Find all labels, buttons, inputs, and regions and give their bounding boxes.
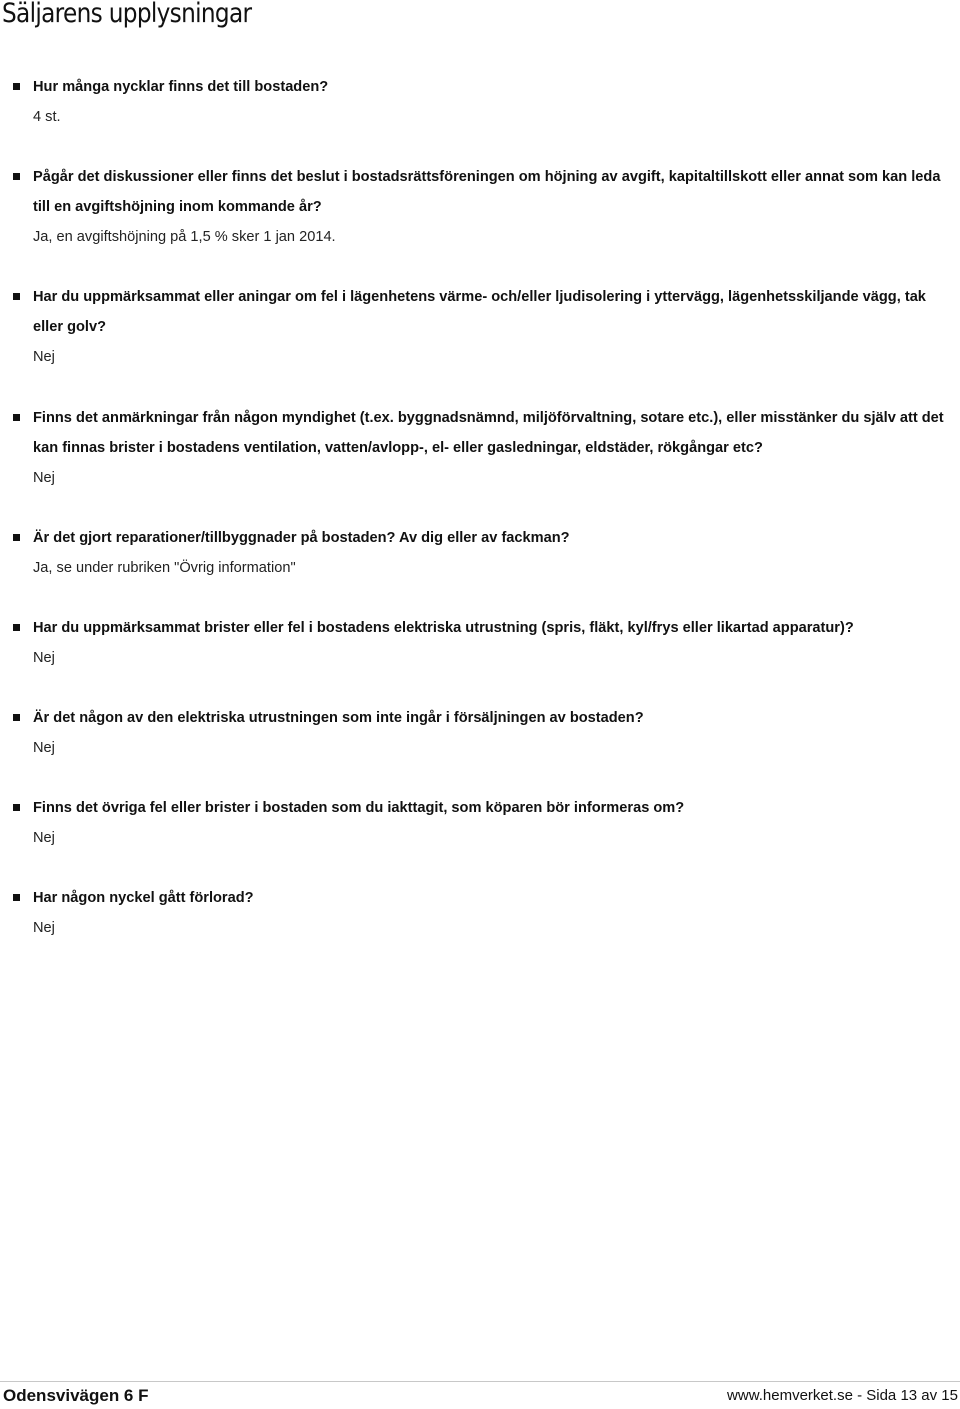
question-text: Har du uppmärksammat brister eller fel i bostadens elektriska utrustning (spris, fläkt, kyl/frys eller likartad apparatur)?: [33, 620, 854, 636]
bullet-icon: [13, 293, 20, 300]
answer-text: Nej: [33, 740, 55, 756]
answer-text: Ja, se under rubriken "Övrig information": [33, 560, 296, 576]
question-text: Finns det övriga fel eller brister i bostaden som du iakttagit, som köparen bör informeras om?: [33, 800, 685, 816]
page-title: Säljarens upplysningar: [2, 0, 252, 29]
question-text: Har någon nyckel gått förlorad?: [33, 890, 254, 906]
bullet-icon: [13, 894, 20, 901]
bullet-icon: [13, 173, 20, 180]
answer-text: Ja, en avgiftshöjning på 1,5 % sker 1 jan 2014.: [33, 229, 336, 245]
bullet-icon: [13, 414, 20, 421]
answer-text: Nej: [33, 650, 55, 666]
answer-text: 4 st.: [33, 109, 61, 125]
bullet-icon: [13, 534, 20, 541]
answer-text: Nej: [33, 470, 55, 486]
bullet-icon: [13, 624, 20, 631]
answer-text: Nej: [33, 830, 55, 846]
footer-address: Odensvivägen 6 F: [3, 1386, 149, 1405]
question-text: Har du uppmärksammat eller aningar om fel i lägenhetens värme- och/eller ljudisolering i yttervägg, lägenhetsskiljande vägg, tak eller golv?: [33, 289, 926, 335]
footer-page-info: www.hemverket.se - Sida 13 av 15: [727, 1387, 958, 1404]
question-text: Finns det anmärkningar från någon myndighet (t.ex. byggnadsnämnd, miljöförvaltning, sotare etc.), eller misstänker du själv att det kan finnas brister i bostadens ventilation, vatten/avlopp-, el- eller gasledningar, eldstäder, rökgångar etc?: [33, 410, 944, 456]
answer-text: Nej: [33, 920, 55, 936]
page-footer: [0, 1381, 960, 1409]
question-text: Är det någon av den elektriska utrustningen som inte ingår i försäljningen av bostaden?: [33, 710, 644, 726]
bullet-icon: [13, 804, 20, 811]
question-text: Hur många nycklar finns det till bostaden?: [33, 79, 329, 95]
bullet-icon: [13, 83, 20, 90]
question-text: Är det gjort reparationer/tillbyggnader på bostaden? Av dig eller av fackman?: [33, 530, 570, 546]
bullet-icon: [13, 714, 20, 721]
answer-text: Nej: [33, 349, 55, 365]
question-text: Pågår det diskussioner eller finns det beslut i bostadsrättsföreningen om höjning av avgift, kapitaltillskott eller annat som kan leda till en avgiftshöjning inom kommande år?: [33, 169, 941, 215]
